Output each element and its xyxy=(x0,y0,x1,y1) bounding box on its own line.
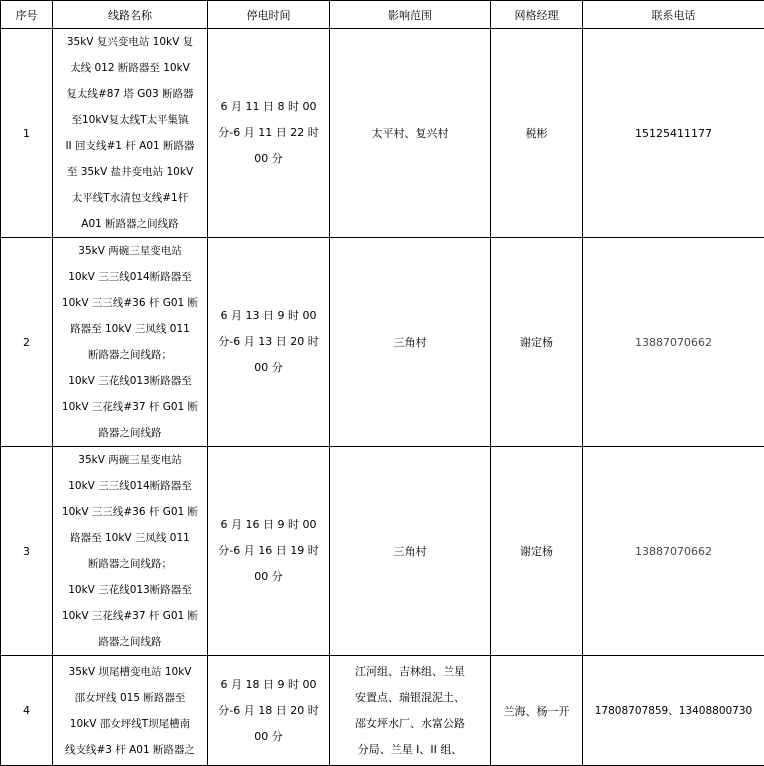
scope-cell xyxy=(330,238,491,447)
manager-cell: 税彬 xyxy=(491,29,583,238)
line-name-text: 10kV 三花线013断路器至 xyxy=(59,368,201,394)
outage-time-text: 00 分 xyxy=(208,146,329,172)
row-number: 2 xyxy=(1,238,53,447)
outage-time-text: 6 月 16 日 9 时 00 xyxy=(208,512,329,538)
scope-cell xyxy=(330,656,491,766)
outage-time-cell xyxy=(208,656,330,766)
table-row xyxy=(1,447,764,656)
header-scope: 影响范围 xyxy=(330,1,491,29)
phone-cell: 13887070662 xyxy=(583,447,764,656)
line-name-text: 10kV 三三线014断路器至 xyxy=(59,264,201,290)
line-name-text: 至10kV复太线T太平集镇 xyxy=(59,107,201,133)
table-row xyxy=(1,29,764,238)
line-name-text: 断路器之间线路； xyxy=(59,342,201,368)
line-name-text: 至 35kV 盐井变电站 10kV xyxy=(59,159,201,185)
line-name-text: 太平线T水清包支线#1杆 xyxy=(59,185,201,211)
row-number: 4 xyxy=(1,656,53,766)
outage-time-cell xyxy=(208,29,330,238)
line-name-text: 太线 012 断路器至 10kV xyxy=(59,55,201,81)
header-time: 停电时间 xyxy=(208,1,330,29)
header-line-name: 线路名称 xyxy=(53,1,208,29)
line-name-text: 10kV 三花线#37 杆 G01 断 xyxy=(59,394,201,420)
line-name-cell xyxy=(53,29,208,238)
outage-time-text: 6 月 18 日 9 时 00 xyxy=(208,672,329,698)
scope-text: 三角村 xyxy=(330,334,490,350)
phone-cell: 17808707859、13408800730 xyxy=(583,656,764,766)
scope-text: 安置点、瑞银混泥土、 xyxy=(330,685,490,711)
scope-text: 三角村 xyxy=(330,543,490,559)
line-name-text: 路器至 10kV 三凤线 011 xyxy=(59,525,201,551)
line-name-text: 10kV 邵女坪线T坝尾槽南 xyxy=(59,711,201,737)
header-no: 序号 xyxy=(1,1,53,29)
line-name-text: 35kV 两碗三星变电站 xyxy=(59,238,201,264)
outage-time-text: 分-6 月 18 日 20 时 xyxy=(208,698,329,724)
line-name-text: 35kV 复兴变电站 10kV 复 xyxy=(59,29,201,55)
table-row xyxy=(1,656,764,766)
line-name-text: 35kV 坝尾槽变电站 10kV xyxy=(59,659,201,685)
outage-time-text: 6 月 11 日 8 时 00 xyxy=(208,94,329,120)
line-name-text: 复太线#87 塔 G03 断路器 xyxy=(59,81,201,107)
scope-text: 分局、兰星 I、II 组、 xyxy=(330,737,490,763)
scope-text: 江河组、吉林组、兰星 xyxy=(330,659,490,685)
row-number: 1 xyxy=(1,29,53,238)
manager-cell: 谢定杨 xyxy=(491,447,583,656)
scope-text: 太平村、复兴村 xyxy=(330,125,490,141)
header-row xyxy=(1,1,764,29)
scope-cell xyxy=(330,29,491,238)
line-name-text: 线支线#3 杆 A01 断路器之 xyxy=(59,737,201,763)
line-name-text: 10kV 三三线#36 杆 G01 断 xyxy=(59,290,201,316)
line-name-text: 邵女坪线 015 断路器至 xyxy=(59,685,201,711)
line-name-cell xyxy=(53,656,208,766)
line-name-text: A01 断路器之间线路 xyxy=(59,211,201,237)
outage-time-text: 分-6 月 11 日 22 时 xyxy=(208,120,329,146)
line-name-text: 10kV 三花线013断路器至 xyxy=(59,577,201,603)
line-name-cell xyxy=(53,238,208,447)
manager-cell: 谢定杨 xyxy=(491,238,583,447)
outage-time-text: 00 分 xyxy=(208,564,329,590)
line-name-text: 10kV 三三线014断路器至 xyxy=(59,473,201,499)
line-name-text: 35kV 两碗三星变电站 xyxy=(59,447,201,473)
outage-time-text: 分-6 月 16 日 19 时 xyxy=(208,538,329,564)
scope-cell xyxy=(330,447,491,656)
table-row xyxy=(1,238,764,447)
line-name-text: II 回支线#1 杆 A01 断路器 xyxy=(59,133,201,159)
outage-time-text: 00 分 xyxy=(208,355,329,381)
line-name-cell xyxy=(53,447,208,656)
outage-time-text: 00 分 xyxy=(208,724,329,750)
line-name-text: 路器至 10kV 三凤线 011 xyxy=(59,316,201,342)
scope-text: 邵女坪水厂、水富公路 xyxy=(330,711,490,737)
header-manager: 网格经理 xyxy=(491,1,583,29)
line-name-text: 路器之间线路 xyxy=(59,420,201,446)
row-number: 3 xyxy=(1,447,53,656)
line-name-text: 断路器之间线路； xyxy=(59,551,201,577)
outage-time-text: 6 月 13 日 9 时 00 xyxy=(208,303,329,329)
header-phone: 联系电话 xyxy=(583,1,764,29)
line-name-text: 路器之间线路 xyxy=(59,629,201,655)
phone-cell: 15125411177 xyxy=(583,29,764,238)
phone-cell: 13887070662 xyxy=(583,238,764,447)
manager-cell: 兰海、杨一开 xyxy=(491,656,583,766)
line-name-text: 10kV 三花线#37 杆 G01 断 xyxy=(59,603,201,629)
outage-time-cell xyxy=(208,238,330,447)
line-name-text: 10kV 三三线#36 杆 G01 断 xyxy=(59,499,201,525)
outage-time-cell xyxy=(208,447,330,656)
outage-time-text: 分-6 月 13 日 20 时 xyxy=(208,329,329,355)
